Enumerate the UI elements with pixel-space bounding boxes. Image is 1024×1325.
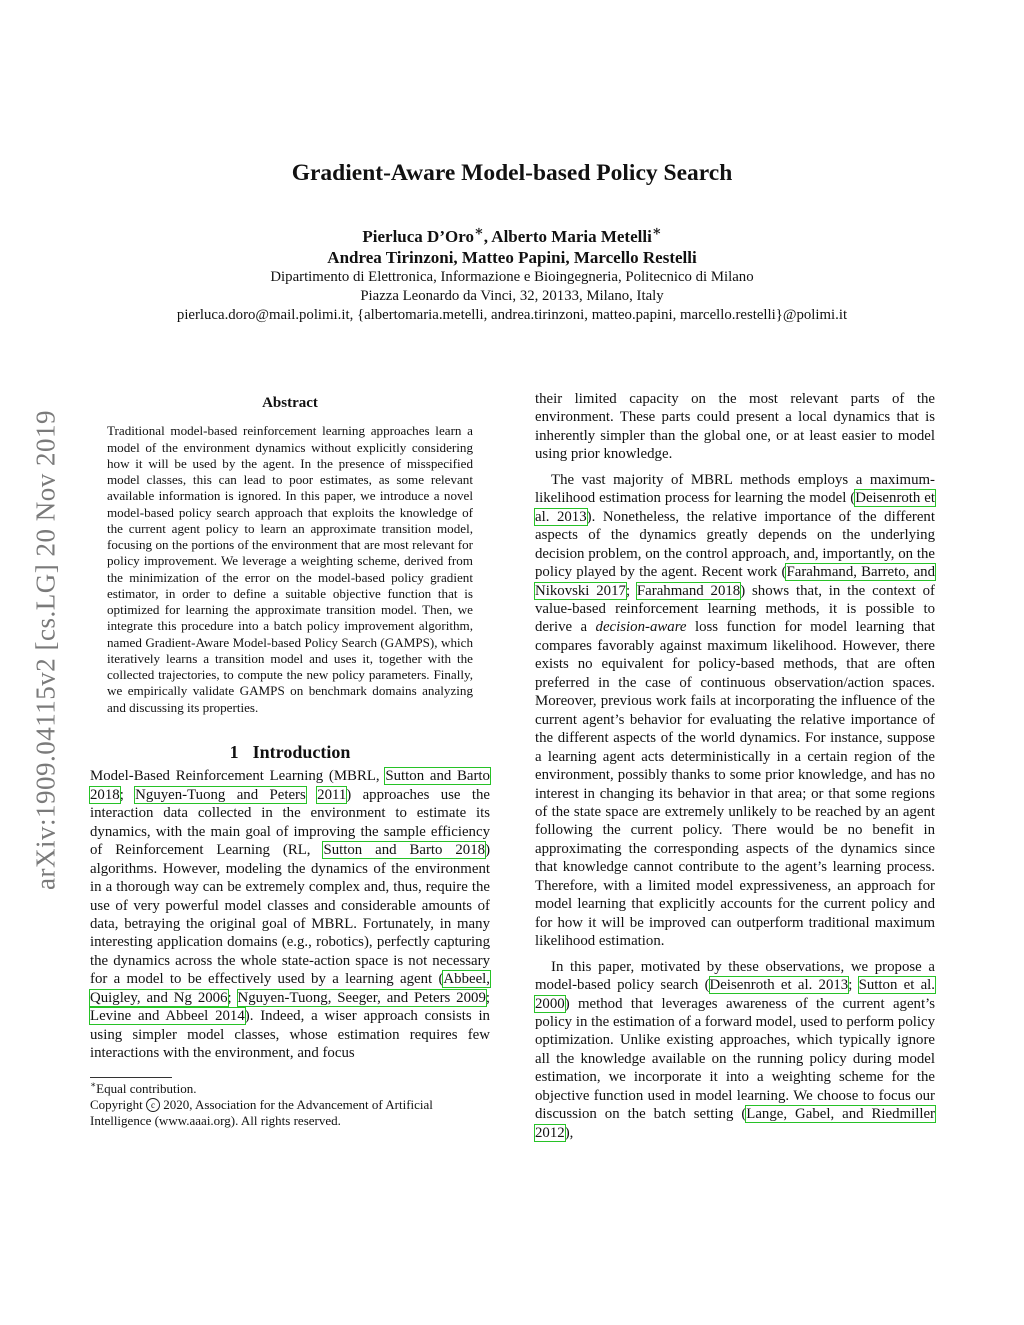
citation-link[interactable]: Sutton and Barto (385, 768, 490, 785)
intro-paragraph-3: In this paper, motivated by these observations, we propose a model-based policy search (Deisenroth et al. 2013; Sutton et al. 2000) method that leverages awareness of the current agent’s policy in the estimation of a forward model, used to perform policy optimization. Unlike existing approaches, which typically ignore all the knowledge available on the running policy during model estimation, we incorporate it into a weighting scheme for the objective function used in model learning. We choose to focus our discussion on the batch setting (Lange, Gabel, and Riedmiller 2012), (535, 958, 935, 1141)
section-heading-introduction: 1 Introduction (229, 741, 351, 762)
author-line-2: Andrea Tirinzoni, Matteo Papini, Marcello Restelli (327, 248, 697, 267)
footnote-rule (90, 1077, 172, 1078)
citation-link[interactable]: Nguyen-Tuong, Seeger, and Peters 2009 (237, 989, 486, 1006)
citation-link[interactable]: 2018 (90, 786, 120, 803)
intro-paragraph-2: The vast majority of MBRL methods employs a maximum-likelihood estimation process for learning the model (Deisenroth et al. 2013). Nonetheless, the relative importance of the different aspects of the dynamics greatly depends on the underlying decision problem, on the control approach, and, importantly, on the policy played by the agent. Recent work (Farahmand, Barreto, and Nikovski 2017; Farahmand 2018) shows that, in the context of value-based reinforcement learning methods, it is possible to derive a decision-aware loss function for model learning that compares favorably against maximum likelihood. However, there exists no equivalent for policy-based methods, that are often preferred in the case of continuous observation/action spaces. Moreover, previous work fails at incorporating the influence of the current agent’s behavior for evaluating the relative importance of the different aspects of the world dynamics. For instance, suppose a learning agent acts deterministically in a certain region of the environment, possibly thanks to some prior knowledge, and has no interest in changing its behavior in that area; or that some regions of the state space are extremely unlikely to be reached by an agent following the current policy. There would be no benefit in approximating the corresponding aspects of the dynamics since that knowledge cannot contribute to the agent’s learning process. Therefore, with a limited model expressiveness, an approach for model learning that explicitly accounts for the current policy and for how it will be improved can outperform traditional maximum likelihood estimation. (535, 471, 935, 950)
citation-link[interactable]: Deisenroth et al. 2013 (535, 490, 935, 525)
author-line-1: Pierluca D’Oro∗, Alberto Maria Metelli∗ (362, 223, 662, 246)
citation-link[interactable]: Lange, Gabel, and Riedmiller 2012 (535, 1106, 935, 1141)
address: Piazza Leonardo da Vinci, 32, 20133, Milano, Italy (360, 288, 664, 304)
footnote-equal-contribution: ∗Equal contribution. (90, 1079, 197, 1096)
intro-paragraph-1: Model-Based Reinforcement Learning (MBRL, Sutton and Barto 2018; Nguyen-Tuong and Peters 2011) approaches use the interaction data collected in the environment to estimate its dynamics, with the main goal of improving the sample efficiency of Reinforcement Learning (RL, Sutton and Barto 2018) algorithms. However, modeling the dynamics of the environment in a thorough way can be extremely complex and, thus, require the use of very powerful model classes and considerable amounts of data, betraying the original goal of MBRL. Fortunately, in many interesting application domains (e.g., robotics), perfectly capturing the dynamics across the whole state-action space is not necessary for a model to be effectively used by a learning agent (Abbeel, Quigley, and Ng 2006; Nguyen-Tuong, Seeger, and Peters 2009; Levine and Abbeel 2014). Indeed, a wiser approach consists in using simpler model classes, whose estimation requires few interactions with the environment, and focus (90, 768, 491, 1062)
citation-link[interactable]: Nguyen-Tuong and Peters (135, 786, 306, 803)
citation-link[interactable]: Farahmand 2018 (636, 582, 741, 599)
copyright-icon: c (146, 1098, 160, 1112)
copyright-notice: Copyright c 2020, Association for the Advancement of Artificial Intelligence (www.aaai.org). All rights reserved. (90, 1096, 433, 1129)
citation-link[interactable]: Deisenroth et al. 2013 (709, 977, 849, 994)
abstract-heading: Abstract (262, 395, 318, 411)
citation-link[interactable]: Levine and Abbeel 2014 (90, 1008, 245, 1025)
right-column (535, 390, 935, 1142)
affiliation: Dipartimento di Elettronica, Informazione e Bioingegneria, Politecnico di Milano (270, 269, 754, 285)
citation-link[interactable]: Farahmand, Barreto, and Nikovski 2017 (535, 564, 935, 599)
arxiv-sidebar-stamp (28, 350, 64, 950)
author-emails: pierluca.doro@mail.polimi.it, {albertomaria.metelli, andrea.tirinzoni, matteo.papini, marcello.restelli}@polimi.it (176, 307, 848, 323)
paper-title: Gradient-Aware Model-based Policy Search (291, 160, 733, 186)
author-block (0, 223, 1024, 325)
citation-link[interactable]: 2011 (317, 786, 347, 803)
citation-link[interactable]: Sutton and Barto 2018 (323, 842, 486, 859)
citation-link[interactable]: Abbeel, Quigley, and Ng 2006 (90, 971, 490, 1006)
abstract-text: Traditional model-based reinforcement learning approaches learn a model of the environment dynamics without explicitly considering how it will be used by the agent. In the presence of misspecified model classes, this can lead to poor estimates, as some relevant available information is ignored. In this paper, we introduce a novel model-based policy search approach that exploits the knowledge of the current agent policy to learn an approximate transition model, focusing on the portions of the environment that are most relevant for policy improvement. We leverage a weighting scheme, derived from the minimization of the error on the model-based policy gradient estimator, in order to define a suitable objective function that is optimized for learning the approximate transition model. Then, we integrate this procedure into a batch policy improvement algorithm, named Gradient-Aware Model-based Policy Search (GAMPS), which iteratively learns a transition model and uses it, together with the collected trajectories, to compute the new policy parameters. Finally, we empirically validate GAMPS on benchmark domains analyzing and discussing its properties. (107, 423, 473, 715)
left-column (90, 390, 490, 1129)
citation-link[interactable]: Sutton et al. 2000 (535, 977, 935, 1012)
emphasis-decision-aware: decision-aware (595, 619, 687, 636)
arxiv-identifier: arXiv:1909.04115v2 [cs.LG] 20 Nov 2019 (30, 410, 61, 890)
intro-paragraph-continued: their limited capacity on the most relevant parts of the environment. These parts could present a local dynamics that is inherently simpler than the global one, or at least easier to model using prior knowledge. (535, 391, 935, 463)
